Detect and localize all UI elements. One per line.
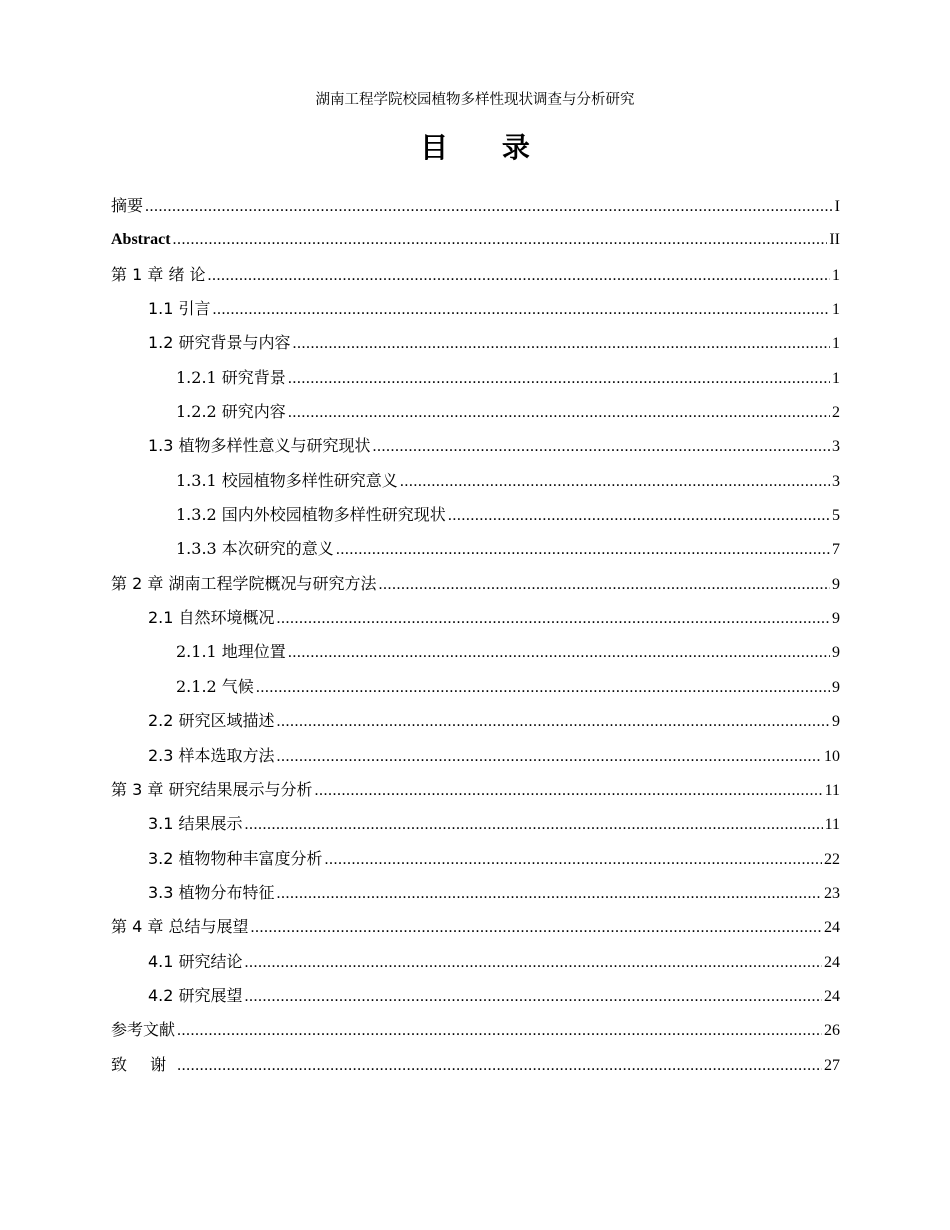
toc-entry-page-number: 23 [824, 884, 840, 902]
toc-entry-page-number: 9 [832, 575, 840, 593]
toc-entry-label: 1.3 植物多样性意义与研究现状 [148, 436, 371, 456]
toc-entry-page-number: 1 [832, 266, 840, 284]
toc-entry[interactable] [111, 570, 840, 604]
toc-entry-label: 1.2.2 研究内容 [176, 402, 286, 422]
toc-entry-label: Abstract [111, 231, 171, 249]
toc-dot-leader [177, 1052, 822, 1080]
toc-entry-label: 第 2 章 湖南工程学院概况与研究方法 [111, 573, 377, 593]
toc-entry-page-number: 9 [832, 678, 840, 696]
running-header: 湖南工程学院校园植物多样性现状调查与分析研究 [315, 92, 635, 108]
toc-dot-leader [250, 914, 822, 942]
toc-dot-leader [373, 433, 830, 461]
toc-entry-label: 2.2 研究区域描述 [148, 711, 275, 731]
toc-entry-label: 参考文献 [111, 1020, 176, 1040]
toc-entry-page-number: 2 [832, 404, 840, 422]
toc-entry-label: 1.3.3 本次研究的意义 [176, 539, 334, 559]
toc-entry[interactable] [111, 673, 840, 707]
toc-dot-leader [277, 605, 830, 633]
toc-entry[interactable] [111, 604, 840, 638]
toc-entry[interactable] [111, 845, 840, 879]
toc-entry-label: 第 4 章 总结与展望 [111, 917, 249, 937]
toc-entry[interactable] [111, 535, 840, 569]
toc-entry-label: 1.2 研究背景与内容 [148, 333, 291, 353]
toc-entry-page-number: 9 [832, 644, 840, 662]
toc-entry[interactable] [111, 295, 840, 329]
toc-entry-label: 3.3 植物分布特征 [148, 882, 275, 902]
toc-entry-page-number: II [829, 231, 840, 249]
toc-entry-page-number: 5 [832, 507, 840, 525]
toc-entry-label: 1.3.1 校园植物多样性研究意义 [176, 470, 398, 490]
toc-dot-leader [325, 846, 822, 874]
toc-dot-leader [245, 949, 822, 977]
toc-entry[interactable] [111, 948, 840, 982]
toc-dot-leader [293, 330, 830, 358]
table-of-contents [111, 192, 840, 1085]
toc-entry[interactable] [111, 1051, 840, 1085]
toc-entry-page-number: 24 [824, 919, 840, 937]
toc-dot-leader [145, 193, 833, 221]
toc-entry-label: 4.2 研究展望 [148, 985, 243, 1005]
toc-entry-page-number: 1 [832, 301, 840, 319]
toc-entry[interactable] [111, 226, 840, 260]
toc-dot-leader [245, 983, 822, 1011]
toc-entry[interactable] [111, 707, 840, 741]
toc-dot-leader [314, 777, 822, 805]
toc-entry-label: 摘要 [111, 196, 144, 215]
toc-entry-page-number: 3 [832, 438, 840, 456]
toc-dot-leader [288, 639, 830, 667]
toc-entry-label: 1.2.1 研究背景 [176, 367, 286, 387]
toc-entry[interactable] [111, 501, 840, 535]
toc-dot-leader [336, 536, 830, 564]
toc-entry-page-number: 24 [824, 953, 840, 971]
toc-entry-page-number: 1 [832, 369, 840, 387]
toc-dot-leader [400, 468, 830, 496]
page-title: 目 录 [420, 131, 552, 164]
toc-entry-page-number: 10 [824, 747, 840, 765]
toc-entry-label: 1.1 引言 [148, 299, 211, 319]
toc-entry-label: 2.1.2 气候 [176, 676, 254, 696]
toc-entry-label: 3.2 植物物种丰富度分析 [148, 848, 323, 868]
toc-dot-leader [378, 571, 830, 599]
toc-entry-page-number: 7 [832, 541, 840, 559]
toc-entry[interactable] [111, 810, 840, 844]
toc-entry-page-number: 3 [832, 472, 840, 490]
toc-entry-page-number: 9 [832, 610, 840, 628]
toc-entry[interactable] [111, 398, 840, 432]
toc-dot-leader [288, 399, 830, 427]
toc-entry-label: 2.1 自然环境概况 [148, 608, 275, 628]
toc-entry[interactable] [111, 638, 840, 672]
toc-entry[interactable] [111, 432, 840, 466]
toc-entry[interactable] [111, 329, 840, 363]
toc-entry-page-number: I [834, 198, 840, 215]
toc-entry[interactable] [111, 1016, 840, 1050]
toc-dot-leader [288, 365, 830, 393]
toc-entry[interactable] [111, 467, 840, 501]
toc-entry-label: 3.1 结果展示 [148, 814, 243, 834]
toc-dot-leader [277, 743, 822, 771]
toc-entry[interactable] [111, 879, 840, 913]
toc-entry[interactable] [111, 192, 840, 226]
toc-entry-label: 第 1 章 绪 论 [111, 264, 206, 284]
toc-entry-page-number: 11 [824, 816, 840, 834]
toc-entry[interactable] [111, 776, 840, 810]
toc-entry[interactable] [111, 742, 840, 776]
toc-entry-label: 2.1.1 地理位置 [176, 642, 286, 662]
toc-entry-label: 第 3 章 研究结果展示与分析 [111, 779, 313, 799]
toc-dot-leader [256, 674, 830, 702]
toc-entry-label: 2.3 样本选取方法 [148, 745, 275, 765]
toc-entry-page-number: 24 [824, 987, 840, 1005]
toc-dot-leader [213, 296, 830, 324]
toc-entry[interactable] [111, 913, 840, 947]
toc-dot-leader [277, 880, 822, 908]
toc-dot-leader [177, 1017, 822, 1045]
toc-entry-page-number: 26 [824, 1022, 840, 1040]
toc-entry-page-number: 11 [824, 781, 840, 799]
toc-dot-leader [208, 262, 830, 290]
toc-entry-page-number: 27 [824, 1056, 840, 1074]
toc-entry[interactable] [111, 364, 840, 398]
toc-dot-leader [448, 502, 830, 530]
toc-dot-leader [277, 708, 830, 736]
toc-dot-leader [173, 226, 828, 254]
toc-entry-page-number: 1 [832, 335, 840, 353]
toc-entry-page-number: 22 [824, 850, 840, 868]
toc-entry-label: 1.3.2 国内外校园植物多样性研究现状 [176, 505, 446, 525]
toc-entry-label: 致 谢 [111, 1054, 176, 1074]
toc-entry-page-number: 9 [832, 713, 840, 731]
toc-entry-label: 4.1 研究结论 [148, 951, 243, 971]
toc-entry[interactable] [111, 982, 840, 1016]
toc-dot-leader [245, 811, 823, 839]
toc-entry[interactable] [111, 261, 840, 295]
